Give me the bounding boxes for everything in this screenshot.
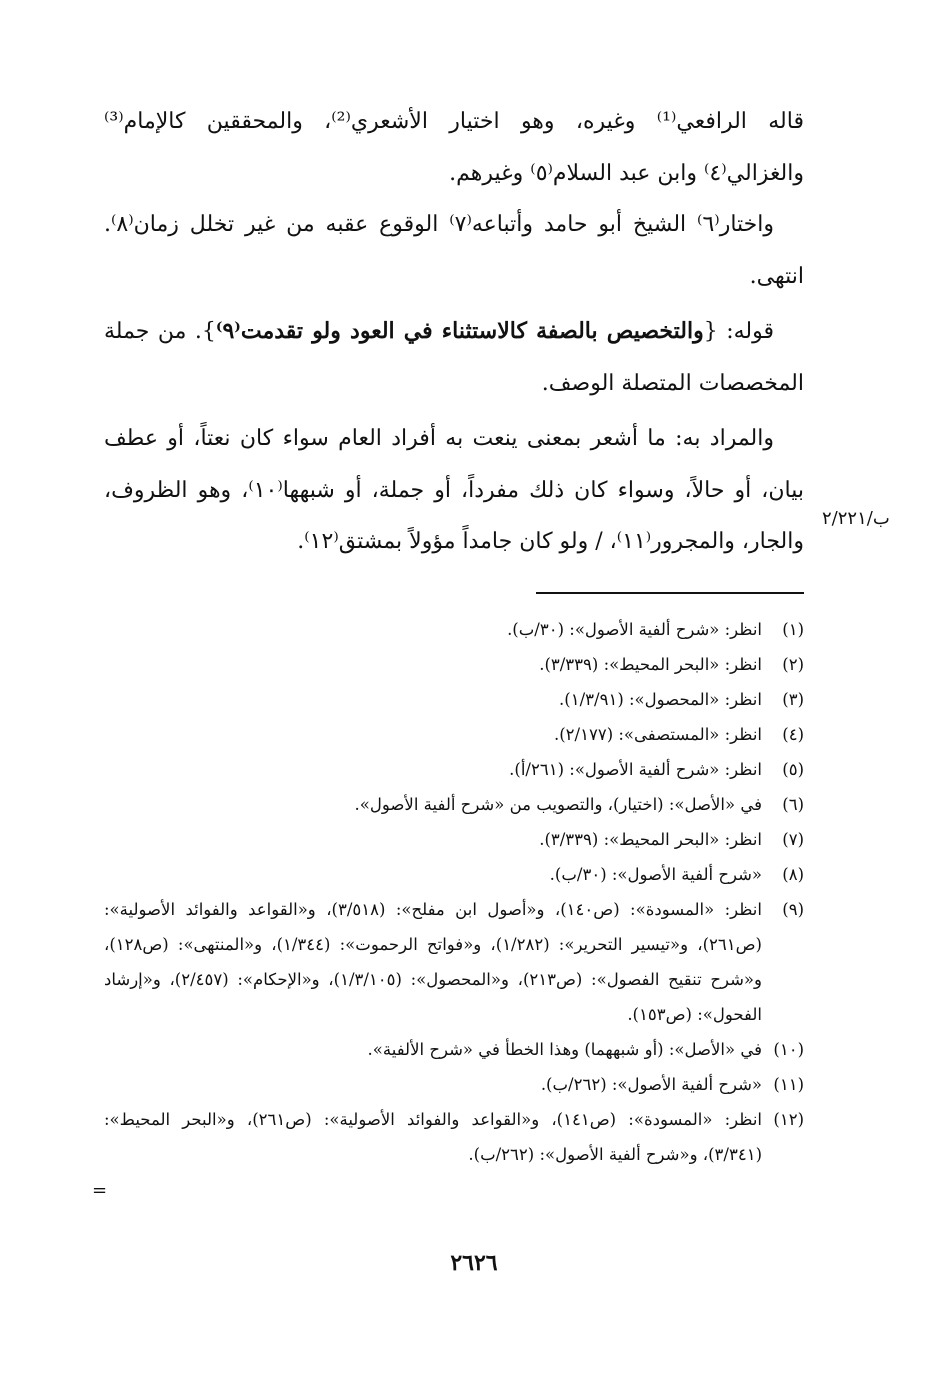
footnote-number: (١٠)	[773, 1040, 804, 1059]
footnote-text: في «الأصل»: (أو شبههما) وهذا الخطأ في «شرح الألفية».	[367, 1040, 762, 1059]
footnote-text: انظر: «البحر المحيط»: (٣/٣٣٩).	[539, 655, 762, 674]
footnotes	[104, 612, 804, 1172]
footnote-2	[104, 647, 804, 682]
footnote-text: انظر: «المسودة»: (ص١٤١)، و«القواعد والفوائد الأصولية»: (ص٢٦١)، و«البحر المحيط»: (٣/٣٤١)، و«شرح ألفية الأصول»: (٢٦٢/ب).	[104, 1110, 762, 1164]
footnote-text: انظر: «البحر المحيط»: (٣/٣٣٩).	[539, 830, 762, 849]
paragraph-3-quoted-text: والتخصيص بالصفة كالاستثناء في العود ولو تقدمت⁽٩⁾	[215, 318, 704, 344]
footnote-number: (٩)	[782, 900, 804, 919]
footnote-number: (٦)	[782, 795, 804, 814]
footnote-text: انظر: «المحصول»: (١/٣/٩١).	[559, 690, 762, 709]
footnote-9	[104, 892, 804, 1032]
footnote-11	[104, 1067, 804, 1102]
footnote-number: (٥)	[782, 760, 804, 779]
page-number: ٢٦٢٦	[450, 1250, 498, 1276]
footnote-6	[104, 787, 804, 822]
footnote-text: «شرح ألفية الأصول»: (٣٠/ب).	[549, 865, 762, 884]
footnote-3	[104, 682, 804, 717]
footnote-7	[104, 822, 804, 857]
footnote-number: (٢)	[782, 655, 804, 674]
paragraph-2: واختار⁽٦⁾ الشيخ أبو حامد وأتباعه⁽٧⁾ الوقوع عقبه من غير تخلل زمان⁽٨⁾. انتهى.	[104, 212, 804, 289]
footnote-text: «شرح ألفية الأصول»: (٢٦٢/ب).	[540, 1075, 762, 1094]
footnote-text: انظر: «المسودة»: (ص١٤٠)، و«أصول ابن مفلح»: (٣/٥١٨)، و«القواعد والفوائد الأصولية»: (ص٢٦١)، و«تيسير التحرير»: (١/٢٨٢)، و«فواتح الرحموت»: (١/٣٤٤)، و«المنتهى»: (ص١٢٨)، و«شرح تنقيح الفصول»: (ص٢١٣)، و«المحصول»: (١/٣/١٠٥)، و«الإحكام»: (٢/٤٥٧)، و«إرشاد الفحول»: (ص١٥٣).	[104, 900, 762, 1024]
footnote-text: انظر: «شرح ألفية الأصول»: (٣٠/ب).	[507, 620, 762, 639]
footnote-10	[104, 1032, 804, 1067]
footnote-number: (٨)	[782, 865, 804, 884]
footnote-text: في «الأصل»: (اختيار)، والتصويب من «شرح ألفية الأصول».	[354, 795, 762, 814]
footnote-number: (٧)	[782, 830, 804, 849]
footnote-8	[104, 857, 804, 892]
footnote-number: (١٢)	[773, 1110, 804, 1129]
footnote-number: (٣)	[782, 690, 804, 709]
footnote-number: (١)	[782, 620, 804, 639]
paragraph-4: والمراد به: ما أشعر بمعنى ينعت به أفراد العام سواء كان نعتاً، أو عطف بيان، أو حالاً، وسواء كان ذلك مفرداً، أو جملة، أو شبهها⁽١٠⁾، وهو الظروف، والجار، والمجرور⁽١١⁾، / ولو كان جامداً مؤولاً بمشتق⁽١٢⁾.	[104, 426, 804, 554]
footnote-12	[104, 1102, 804, 1172]
footnote-1	[104, 612, 804, 647]
continuation-mark: =	[92, 1180, 108, 1201]
paragraph-3-intro: قوله: {	[703, 319, 774, 344]
footnote-5	[104, 752, 804, 787]
footnote-4	[104, 717, 804, 752]
margin-manuscript-reference: ب/٢/٢٢١	[822, 508, 890, 529]
footnote-text: انظر: «شرح ألفية الأصول»: (٢٦١/أ).	[509, 760, 762, 779]
paragraph-3-rest: }. من جملة المخصصات المتصلة الوصف.	[104, 319, 804, 396]
main-text	[104, 96, 804, 568]
paragraph-3	[104, 306, 804, 409]
footnote-number: (١١)	[773, 1075, 804, 1094]
footnote-text: انظر: «المستصفى»: (٢/١٧٧).	[553, 725, 762, 744]
footnote-separator	[536, 592, 804, 594]
paragraph-1: قاله الرافعي⁽¹⁾ وغيره، وهو اختيار الأشعري⁽²⁾، والمحققين كالإمام⁽³⁾ والغزالي⁽٤⁾ وابن عبد السلام⁽٥⁾ وغيرهم.	[104, 109, 804, 186]
footnote-number: (٤)	[782, 725, 804, 744]
